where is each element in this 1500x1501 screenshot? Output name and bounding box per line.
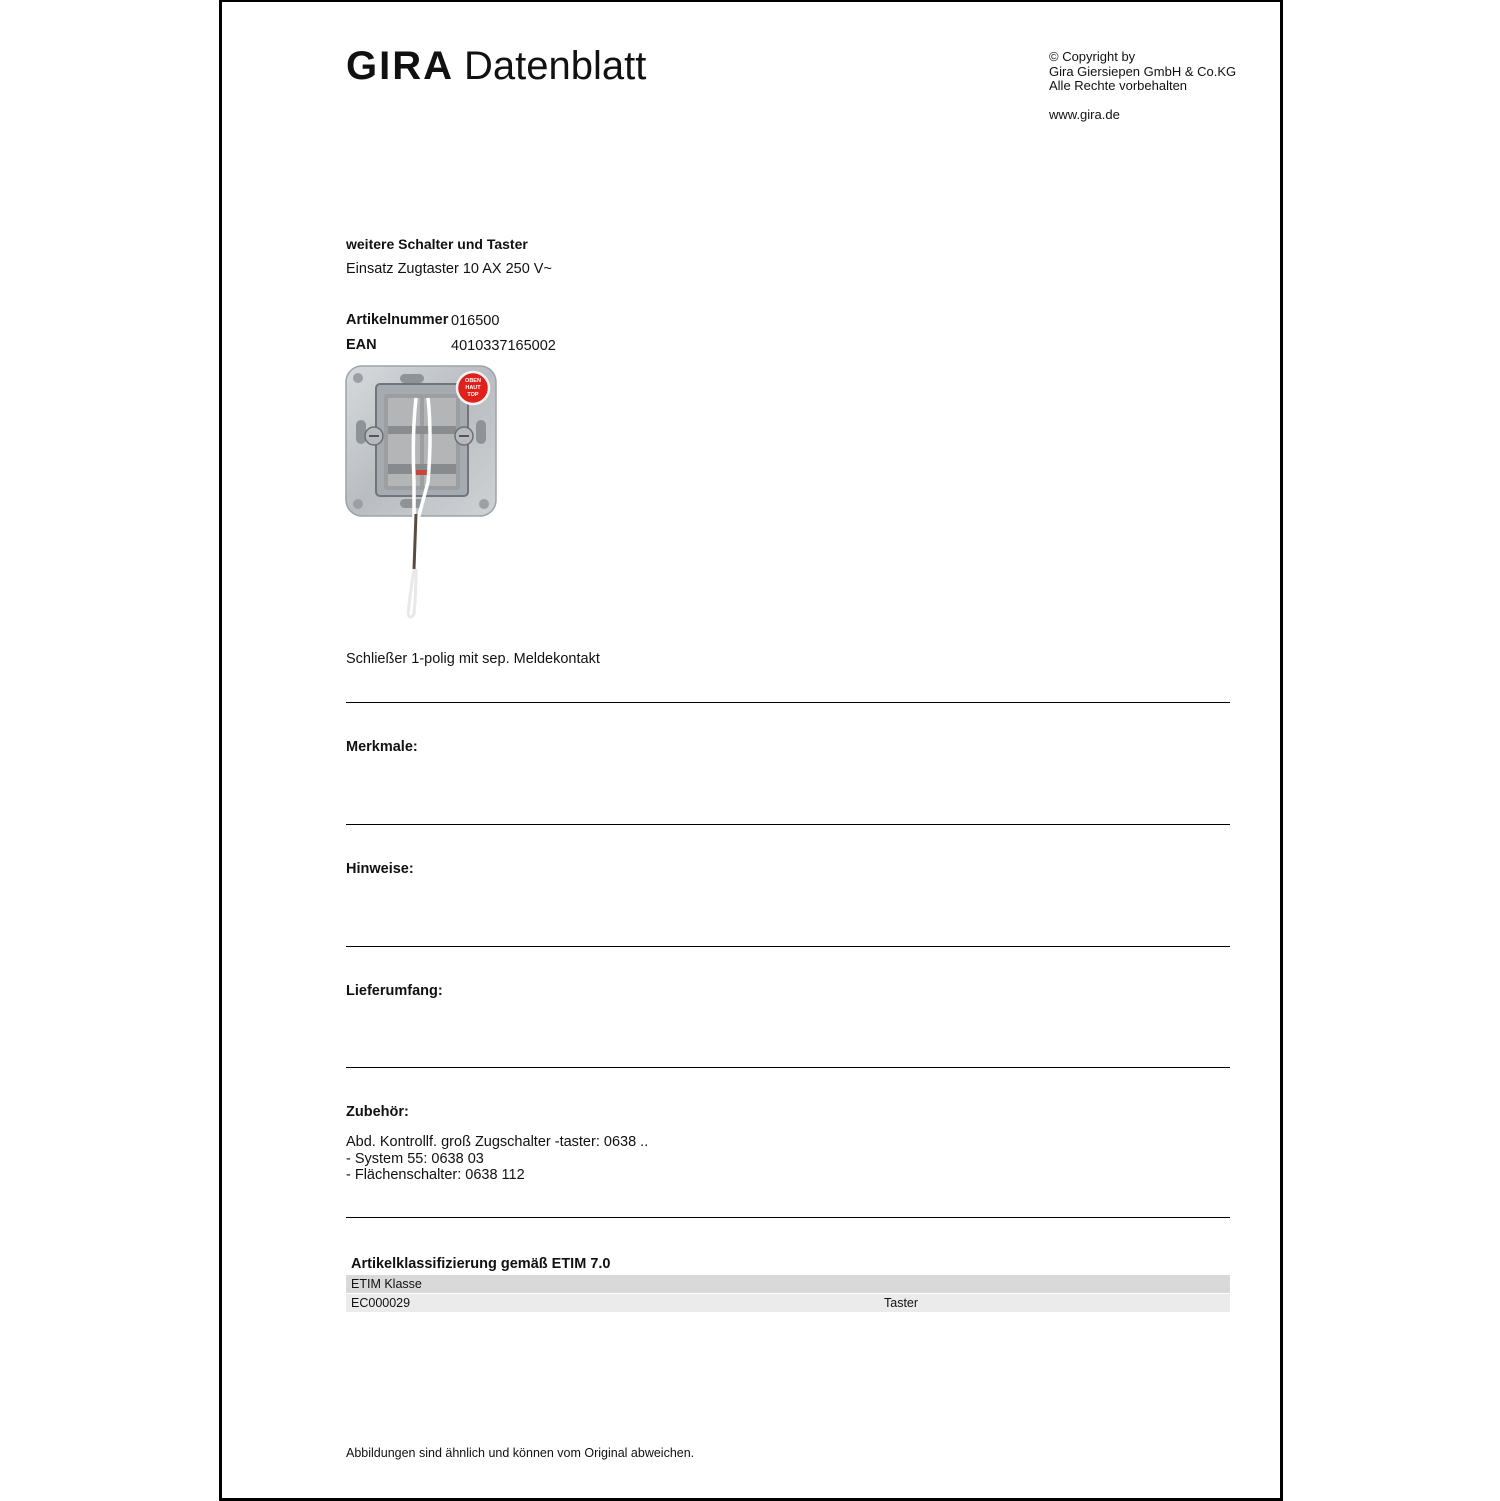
copyright-line-1: © Copyright by [1049, 49, 1136, 64]
etim-title: Artikelklassifizierung gemäß ETIM 7.0 [351, 1256, 611, 1272]
section-lieferumfang: Lieferumfang: [346, 983, 443, 999]
copyright-line-3: Alle Rechte vorbehalten [1049, 78, 1188, 93]
article-number-value: 016500 [451, 313, 500, 329]
accessory-item: - Flächenschalter: 0638 112 [346, 1167, 525, 1183]
website-link[interactable]: www.gira.de [1049, 107, 1120, 122]
article-number-label: Artikelnummer [346, 312, 449, 328]
ean-label: EAN [346, 337, 377, 353]
copyright-block [1049, 50, 1236, 94]
gira-logo [346, 46, 646, 86]
badge-text-2: HAUT [465, 385, 481, 391]
etim-class-name: Taster [884, 1296, 919, 1310]
ean-value: 4010337165002 [451, 338, 556, 354]
product-property: Schließer 1-polig mit sep. Meldekontakt [346, 651, 600, 667]
divider [346, 1217, 1230, 1218]
section-hinweise: Hinweise: [346, 861, 414, 877]
etim-header-row [346, 1275, 1230, 1293]
section-merkmale: Merkmale: [346, 739, 418, 755]
divider [346, 702, 1230, 703]
badge-text-1: OBEN [465, 378, 481, 384]
product-category: weitere Schalter und Taster [346, 236, 528, 252]
divider [346, 946, 1230, 947]
divider [346, 824, 1230, 825]
accessory-item: - System 55: 0638 03 [346, 1150, 484, 1167]
product-image [344, 364, 500, 622]
divider [346, 1067, 1230, 1068]
copyright-line-2: Gira Giersiepen GmbH & Co.KG [1049, 63, 1237, 79]
datasheet-page [219, 0, 1283, 1501]
accessory-item: Abd. Kontrollf. groß Zugschalter -taster: 0638 .. [346, 1134, 649, 1150]
etim-class-code: EC000029 [351, 1296, 411, 1310]
document-title: Datenblatt [464, 44, 647, 88]
etim-header-label: ETIM Klasse [351, 1277, 422, 1291]
brand-name: GIRA [346, 44, 454, 88]
accessories-list [346, 1134, 648, 1184]
etim-class-row [346, 1294, 1230, 1312]
product-description: Einsatz Zugtaster 10 AX 250 V~ [346, 261, 552, 277]
badge-text-3: TOP [467, 392, 479, 398]
section-zubehoer: Zubehör: [346, 1104, 409, 1120]
footer-disclaimer: Abbildungen sind ähnlich und können vom Original abweichen. [346, 1446, 695, 1460]
